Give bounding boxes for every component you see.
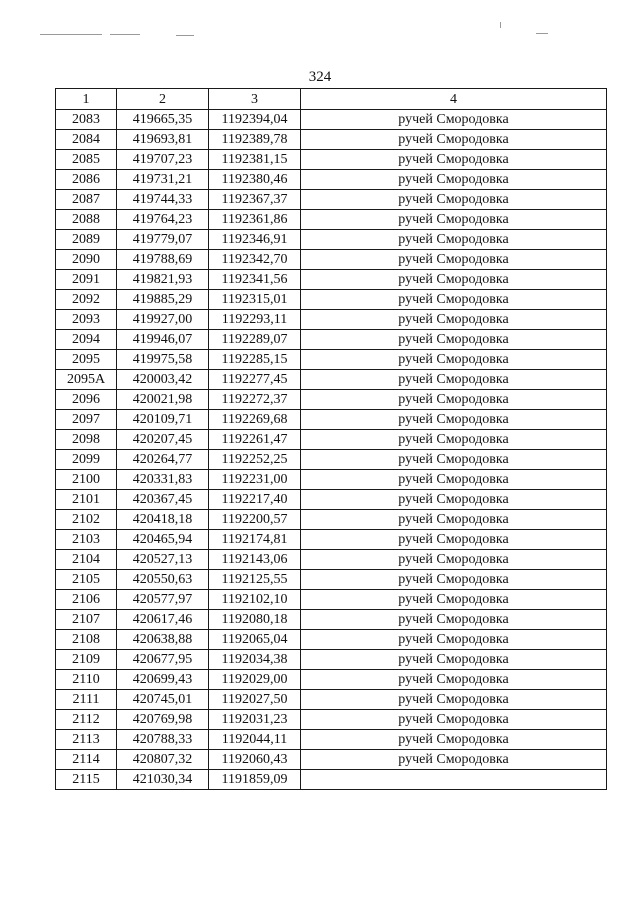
cell-x-coordinate: 420465,94 (117, 530, 209, 550)
table-row (56, 150, 607, 170)
cell-point-number: 2110 (56, 670, 117, 690)
cell-point-number: 2106 (56, 590, 117, 610)
cell-x-coordinate: 420367,45 (117, 490, 209, 510)
cell-description: ручей Смородовка (301, 750, 607, 770)
cell-point-number: 2092 (56, 290, 117, 310)
cell-description: ручей Смородовка (301, 110, 607, 130)
cell-description: ручей Смородовка (301, 670, 607, 690)
cell-description: ручей Смородовка (301, 230, 607, 250)
cell-point-number: 2087 (56, 190, 117, 210)
cell-point-number: 2088 (56, 210, 117, 230)
column-header-point-number: 1 (56, 89, 117, 110)
cell-y-coordinate: 1192269,68 (209, 410, 301, 430)
cell-description: ручей Смородовка (301, 430, 607, 450)
column-header-description: 4 (301, 89, 607, 110)
cell-point-number: 2094 (56, 330, 117, 350)
cell-x-coordinate: 420207,45 (117, 430, 209, 450)
cell-y-coordinate: 1192293,11 (209, 310, 301, 330)
cell-y-coordinate: 1192277,45 (209, 370, 301, 390)
table-row (56, 230, 607, 250)
cell-y-coordinate: 1192394,04 (209, 110, 301, 130)
cell-x-coordinate: 420577,97 (117, 590, 209, 610)
cell-y-coordinate: 1192174,81 (209, 530, 301, 550)
cell-description: ручей Смородовка (301, 530, 607, 550)
cell-point-number: 2093 (56, 310, 117, 330)
table-row (56, 470, 607, 490)
cell-point-number: 2104 (56, 550, 117, 570)
cell-description: ручей Смородовка (301, 390, 607, 410)
cell-y-coordinate: 1192217,40 (209, 490, 301, 510)
cell-description: ручей Смородовка (301, 330, 607, 350)
cell-description: ручей Смородовка (301, 450, 607, 470)
cell-x-coordinate: 420807,32 (117, 750, 209, 770)
table-row (56, 330, 607, 350)
table-row (56, 350, 607, 370)
table-row (56, 590, 607, 610)
table-header-row (56, 89, 607, 110)
cell-description: ручей Смородовка (301, 610, 607, 630)
cell-x-coordinate: 420617,46 (117, 610, 209, 630)
cell-y-coordinate: 1192285,15 (209, 350, 301, 370)
cell-x-coordinate: 419779,07 (117, 230, 209, 250)
column-header-x: 2 (117, 89, 209, 110)
table-row (56, 370, 607, 390)
table-row (56, 250, 607, 270)
table-row (56, 310, 607, 330)
column-header-y: 3 (209, 89, 301, 110)
cell-point-number: 2108 (56, 630, 117, 650)
table-row (56, 110, 607, 130)
cell-y-coordinate: 1192261,47 (209, 430, 301, 450)
cell-description: ручей Смородовка (301, 190, 607, 210)
cell-x-coordinate: 420788,33 (117, 730, 209, 750)
cell-x-coordinate: 420638,88 (117, 630, 209, 650)
cell-y-coordinate: 1192389,78 (209, 130, 301, 150)
cell-x-coordinate: 419731,21 (117, 170, 209, 190)
table-row (56, 170, 607, 190)
cell-y-coordinate: 1192065,04 (209, 630, 301, 650)
cell-y-coordinate: 1192031,23 (209, 710, 301, 730)
cell-y-coordinate: 1192289,07 (209, 330, 301, 350)
cell-y-coordinate: 1192381,15 (209, 150, 301, 170)
table-row (56, 730, 607, 750)
cell-description: ручей Смородовка (301, 170, 607, 190)
cell-description: ручей Смородовка (301, 210, 607, 230)
cell-x-coordinate: 419764,23 (117, 210, 209, 230)
cell-description: ручей Смородовка (301, 310, 607, 330)
cell-description: ручей Смородовка (301, 130, 607, 150)
cell-point-number: 2111 (56, 690, 117, 710)
cell-point-number: 2100 (56, 470, 117, 490)
cell-y-coordinate: 1192272,37 (209, 390, 301, 410)
table-row (56, 450, 607, 470)
cell-x-coordinate: 419927,00 (117, 310, 209, 330)
cell-point-number: 2083 (56, 110, 117, 130)
cell-point-number: 2098 (56, 430, 117, 450)
page-number: 324 (308, 69, 332, 85)
cell-y-coordinate: 1192027,50 (209, 690, 301, 710)
table-row (56, 710, 607, 730)
cell-description: ручей Смородовка (301, 650, 607, 670)
cell-x-coordinate: 419707,23 (117, 150, 209, 170)
cell-point-number: 2101 (56, 490, 117, 510)
table-row (56, 530, 607, 550)
cell-y-coordinate: 1192367,37 (209, 190, 301, 210)
cell-point-number: 2095 (56, 350, 117, 370)
cell-description: ручей Смородовка (301, 730, 607, 750)
cell-point-number: 2105 (56, 570, 117, 590)
cell-point-number: 2089 (56, 230, 117, 250)
cell-x-coordinate: 420769,98 (117, 710, 209, 730)
table-row (56, 550, 607, 570)
table-row (56, 630, 607, 650)
table-row (56, 210, 607, 230)
cell-x-coordinate: 419788,69 (117, 250, 209, 270)
table-body (56, 110, 607, 790)
table-row (56, 570, 607, 590)
cell-y-coordinate: 1192341,56 (209, 270, 301, 290)
cell-description: ручей Смородовка (301, 510, 607, 530)
cell-x-coordinate: 420677,95 (117, 650, 209, 670)
table-row (56, 390, 607, 410)
cell-point-number: 2109 (56, 650, 117, 670)
cell-point-number: 2112 (56, 710, 117, 730)
cell-y-coordinate: 1192143,06 (209, 550, 301, 570)
cell-description: ручей Смородовка (301, 630, 607, 650)
cell-y-coordinate: 1192080,18 (209, 610, 301, 630)
table-row (56, 610, 607, 630)
cell-point-number: 2085 (56, 150, 117, 170)
cell-x-coordinate: 420264,77 (117, 450, 209, 470)
cell-y-coordinate: 1192029,00 (209, 670, 301, 690)
cell-y-coordinate: 1192346,91 (209, 230, 301, 250)
cell-x-coordinate: 420418,18 (117, 510, 209, 530)
cell-y-coordinate: 1192060,43 (209, 750, 301, 770)
cell-point-number: 2102 (56, 510, 117, 530)
cell-y-coordinate: 1192044,11 (209, 730, 301, 750)
cell-x-coordinate: 420527,13 (117, 550, 209, 570)
cell-point-number: 2103 (56, 530, 117, 550)
table-row (56, 510, 607, 530)
cell-point-number: 2086 (56, 170, 117, 190)
cell-y-coordinate: 1192361,86 (209, 210, 301, 230)
cell-point-number: 2095А (56, 370, 117, 390)
cell-description: ручей Смородовка (301, 570, 607, 590)
cell-point-number: 2096 (56, 390, 117, 410)
cell-x-coordinate: 419821,93 (117, 270, 209, 290)
cell-point-number: 2084 (56, 130, 117, 150)
cell-x-coordinate: 419693,81 (117, 130, 209, 150)
cell-x-coordinate: 420109,71 (117, 410, 209, 430)
cell-x-coordinate: 421030,34 (117, 770, 209, 790)
cell-description: ручей Смородовка (301, 250, 607, 270)
cell-y-coordinate: 1192315,01 (209, 290, 301, 310)
cell-point-number: 2091 (56, 270, 117, 290)
cell-description: ручей Смородовка (301, 490, 607, 510)
table-row (56, 130, 607, 150)
cell-y-coordinate: 1192380,46 (209, 170, 301, 190)
table-row (56, 750, 607, 770)
cell-description: ручей Смородовка (301, 470, 607, 490)
cell-point-number: 2114 (56, 750, 117, 770)
cell-description: ручей Смородовка (301, 150, 607, 170)
cell-x-coordinate: 419975,58 (117, 350, 209, 370)
table-row (56, 670, 607, 690)
cell-point-number: 2090 (56, 250, 117, 270)
cell-x-coordinate: 420550,63 (117, 570, 209, 590)
cell-y-coordinate: 1192252,25 (209, 450, 301, 470)
cell-y-coordinate: 1192342,70 (209, 250, 301, 270)
table-row (56, 770, 607, 790)
cell-point-number: 2115 (56, 770, 117, 790)
cell-description: ручей Смородовка (301, 690, 607, 710)
cell-description: ручей Смородовка (301, 710, 607, 730)
cell-x-coordinate: 419665,35 (117, 110, 209, 130)
cell-point-number: 2099 (56, 450, 117, 470)
table-row (56, 410, 607, 430)
cell-x-coordinate: 420003,42 (117, 370, 209, 390)
coordinates-table (55, 88, 607, 790)
cell-y-coordinate: 1192125,55 (209, 570, 301, 590)
table-row (56, 690, 607, 710)
cell-description: ручей Смородовка (301, 410, 607, 430)
cell-description: ручей Смородовка (301, 370, 607, 390)
cell-y-coordinate: 1191859,09 (209, 770, 301, 790)
cell-point-number: 2097 (56, 410, 117, 430)
cell-y-coordinate: 1192200,57 (209, 510, 301, 530)
cell-y-coordinate: 1192034,38 (209, 650, 301, 670)
cell-x-coordinate: 419744,33 (117, 190, 209, 210)
cell-y-coordinate: 1192102,10 (209, 590, 301, 610)
cell-y-coordinate: 1192231,00 (209, 470, 301, 490)
table-row (56, 290, 607, 310)
table-row (56, 270, 607, 290)
cell-description: ручей Смородовка (301, 550, 607, 570)
cell-point-number: 2107 (56, 610, 117, 630)
cell-x-coordinate: 419946,07 (117, 330, 209, 350)
table-row (56, 650, 607, 670)
cell-description: ручей Смородовка (301, 290, 607, 310)
cell-x-coordinate: 420699,43 (117, 670, 209, 690)
cell-x-coordinate: 420021,98 (117, 390, 209, 410)
cell-point-number: 2113 (56, 730, 117, 750)
scan-artifact-top (0, 0, 640, 40)
cell-x-coordinate: 419885,29 (117, 290, 209, 310)
cell-x-coordinate: 420331,83 (117, 470, 209, 490)
cell-description: ручей Смородовка (301, 270, 607, 290)
table-row (56, 490, 607, 510)
table-row (56, 430, 607, 450)
cell-description (301, 770, 607, 790)
cell-description: ручей Смородовка (301, 590, 607, 610)
cell-description: ручей Смородовка (301, 350, 607, 370)
cell-x-coordinate: 420745,01 (117, 690, 209, 710)
table-row (56, 190, 607, 210)
